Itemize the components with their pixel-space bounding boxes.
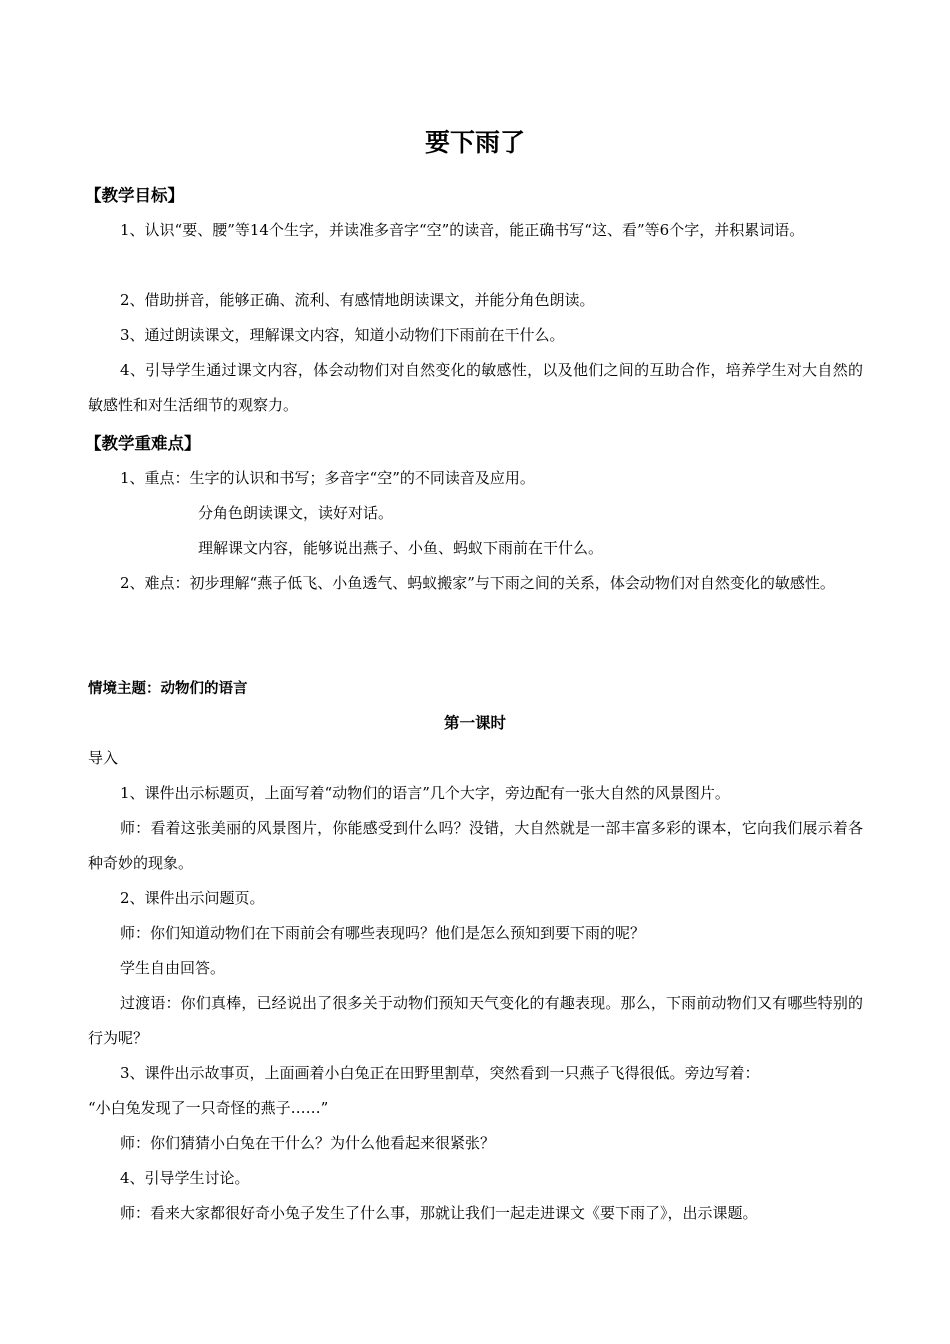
objective-4: 4、引导学生通过课文内容，体会动物们对自然变化的敏感性，以及他们之间的互助合作，培养学生对大自然的敏感性和对生活细节的观察力。: [88, 361, 863, 414]
document-title: 要下雨了: [424, 128, 525, 157]
step-1: 1、课件出示标题页，上面写着“动物们的语言”几个大字，旁边配有一张大自然的风景图片。: [120, 784, 730, 802]
step-2-students: 学生自由回答。: [120, 959, 226, 977]
step-2-teacher: 师：你们知道动物们在下雨前会有哪些表现吗？他们是怎么预知到要下雨的呢？: [120, 924, 646, 942]
objective-3: 3、通过朗读课文，理解课文内容，知道小动物们下雨前在干什么。: [120, 326, 565, 344]
step-2: 2、课件出示问题页。: [120, 889, 265, 907]
step-1-teacher: 师：看着这张美丽的风景图片，你能感受到什么吗？没错，大自然就是一部丰富多彩的课本，它向我们展示着各种奇妙的现象。: [88, 819, 863, 872]
theme-line: 情境主题：动物们的语言: [88, 681, 248, 697]
key-points-heading: 【教学重难点】: [85, 434, 201, 453]
step-3-quote: “小白兔发现了一只奇怪的燕子……”: [88, 1099, 329, 1117]
step-4: 4、引导学生讨论。: [120, 1169, 250, 1187]
key-point-focus-2: 分角色朗读课文，读好对话。: [198, 504, 394, 522]
objective-1: 1、认识“要、腰”等14个生字，并读准多音字“空”的读音，能正确书写“这、看”等6个字，并积累词语。: [120, 221, 805, 239]
key-point-focus-3: 理解课文内容，能够说出燕子、小鱼、蚂蚁下雨前在干什么。: [198, 539, 604, 557]
key-point-difficulty: 2、难点：初步理解“燕子低飞、小鱼透气、蚂蚁搬家”与下雨之间的关系，体会动物们对自然变化的敏感性。: [120, 574, 835, 592]
key-point-focus: 1、重点：生字的认识和书写；多音字“空”的不同读音及应用。: [120, 469, 535, 487]
objectives-heading: 【教学目标】: [85, 186, 184, 205]
objective-2: 2、借助拼音，能够正确、流利、有感情地朗读课文，并能分角色朗读。: [120, 291, 595, 309]
step-4-teacher: 师：看来大家都很好奇小兔子发生了什么事，那就让我们一起走进课文《要下雨了》，出示课题。: [120, 1204, 758, 1222]
intro-label: 导入: [88, 749, 119, 767]
lesson-title: 第一课时: [443, 714, 506, 732]
step-3: 3、课件出示故事页，上面画着小白兔正在田野里割草，突然看到一只燕子飞得很低。旁边写着：: [120, 1064, 760, 1082]
step-3-teacher: 师：你们猜猜小白兔在干什么？为什么他看起来很紧张？: [120, 1134, 496, 1152]
step-2-transition: 过渡语：你们真棒，已经说出了很多关于动物们预知天气变化的有趣表现。那么，下雨前动物们又有哪些特别的行为呢？: [88, 994, 863, 1047]
